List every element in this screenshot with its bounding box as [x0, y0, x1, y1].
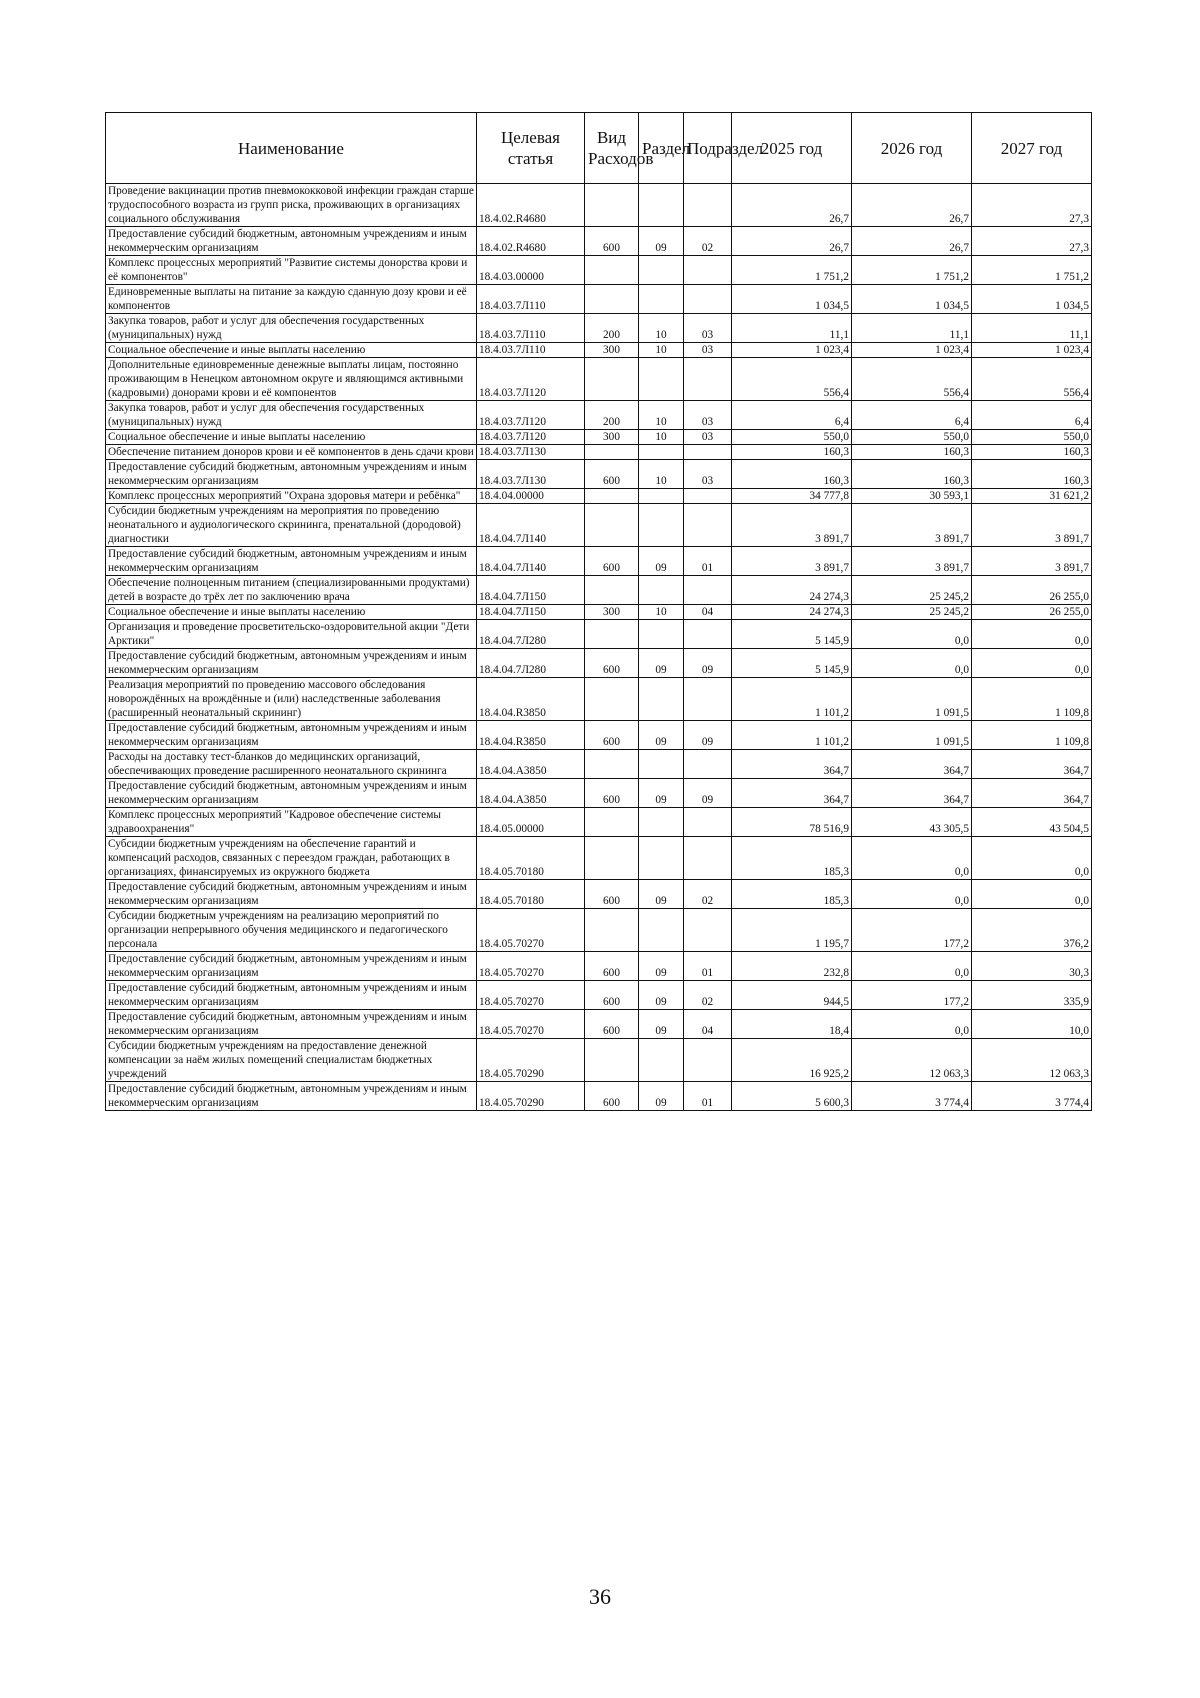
row-section-cell: 09	[639, 880, 684, 909]
table-row	[106, 460, 1092, 489]
row-section-cell: 10	[639, 343, 684, 358]
row-section-cell	[639, 358, 684, 401]
row-name-cell: Предоставление субсидий бюджетным, автономным учреждениям и иным некоммерческим организациям	[106, 460, 477, 489]
row-target-code-cell: 18.4.04.7Л140	[477, 504, 585, 547]
row-kind-cell: 200	[585, 401, 639, 430]
row-name-cell: Дополнительные единовременные денежные выплаты лицам, постоянно проживающим в Ненецком автономном округе и являющимся активными (кадровыми) донорами крови и её компонентов	[106, 358, 477, 401]
row-subsection-cell: 03	[684, 343, 732, 358]
row-value-2027-cell: 376,2	[972, 909, 1092, 952]
row-value-2025-cell: 11,1	[732, 314, 852, 343]
row-value-2026-cell: 1 023,4	[852, 343, 972, 358]
row-target-code-cell: 18.4.04.R3850	[477, 721, 585, 750]
row-value-2025-cell: 185,3	[732, 837, 852, 880]
row-kind-cell	[585, 837, 639, 880]
row-target-code-cell: 18.4.04.7Л280	[477, 649, 585, 678]
row-subsection-cell: 01	[684, 952, 732, 981]
row-target-code-cell: 18.4.05.70290	[477, 1039, 585, 1082]
row-value-2027-cell: 27,3	[972, 227, 1092, 256]
col-header-2025: 2025 год	[732, 113, 852, 184]
col-header-2027: 2027 год	[972, 113, 1092, 184]
row-value-2027-cell: 3 774,4	[972, 1082, 1092, 1111]
row-value-2025-cell: 78 516,9	[732, 808, 852, 837]
row-section-cell	[639, 285, 684, 314]
table-row	[106, 1039, 1092, 1082]
row-value-2025-cell: 1 195,7	[732, 909, 852, 952]
row-kind-cell	[585, 489, 639, 504]
row-kind-cell	[585, 750, 639, 779]
row-value-2026-cell: 0,0	[852, 837, 972, 880]
row-value-2025-cell: 16 925,2	[732, 1039, 852, 1082]
row-section-cell: 09	[639, 227, 684, 256]
row-value-2025-cell: 5 145,9	[732, 620, 852, 649]
row-subsection-cell	[684, 445, 732, 460]
row-value-2027-cell: 364,7	[972, 750, 1092, 779]
table-row	[106, 401, 1092, 430]
row-subsection-cell	[684, 678, 732, 721]
row-target-code-cell: 18.4.04.R3850	[477, 678, 585, 721]
row-target-code-cell: 18.4.04.00000	[477, 489, 585, 504]
row-value-2027-cell: 0,0	[972, 880, 1092, 909]
row-name-cell: Субсидии бюджетным учреждениям на мероприятия по проведению неонатального и аудиологического скрининга, пренатальной (дородовой) диагностики	[106, 504, 477, 547]
row-target-code-cell: 18.4.03.7Л120	[477, 358, 585, 401]
row-section-cell	[639, 808, 684, 837]
col-header-kind: Вид Расходов	[585, 113, 639, 184]
row-kind-cell	[585, 358, 639, 401]
row-value-2025-cell: 556,4	[732, 358, 852, 401]
row-value-2025-cell: 24 274,3	[732, 605, 852, 620]
row-kind-cell	[585, 808, 639, 837]
row-subsection-cell: 09	[684, 779, 732, 808]
row-kind-cell	[585, 576, 639, 605]
row-subsection-cell	[684, 504, 732, 547]
col-header-name: Наименование	[106, 113, 477, 184]
row-target-code-cell: 18.4.03.7Л130	[477, 445, 585, 460]
row-target-code-cell: 18.4.05.70270	[477, 952, 585, 981]
row-section-cell	[639, 576, 684, 605]
row-value-2026-cell: 0,0	[852, 1010, 972, 1039]
row-value-2025-cell: 185,3	[732, 880, 852, 909]
row-subsection-cell	[684, 285, 732, 314]
row-name-cell: Предоставление субсидий бюджетным, автономным учреждениям и иным некоммерческим организациям	[106, 1010, 477, 1039]
row-section-cell: 10	[639, 605, 684, 620]
row-target-code-cell: 18.4.04.А3850	[477, 750, 585, 779]
row-subsection-cell: 02	[684, 227, 732, 256]
row-value-2026-cell: 12 063,3	[852, 1039, 972, 1082]
row-name-cell: Субсидии бюджетным учреждениям на обеспечение гарантий и компенсаций расходов, связанных с переездом граждан, работающих в организациях, финансируемых из окружного бюджета	[106, 837, 477, 880]
row-name-cell: Организация и проведение просветительско-оздоровительной акции "Дети Арктики"	[106, 620, 477, 649]
col-header-target: Целевая статья	[477, 113, 585, 184]
row-target-code-cell: 18.4.04.А3850	[477, 779, 585, 808]
row-target-code-cell: 18.4.03.7Л110	[477, 314, 585, 343]
row-kind-cell: 600	[585, 460, 639, 489]
row-section-cell: 09	[639, 547, 684, 576]
row-subsection-cell	[684, 909, 732, 952]
row-section-cell: 10	[639, 401, 684, 430]
row-name-cell: Расходы на доставку тест-бланков до медицинских организаций, обеспечивающих проведение расширенного неонатального скрининга	[106, 750, 477, 779]
row-value-2025-cell: 232,8	[732, 952, 852, 981]
row-value-2025-cell: 26,7	[732, 184, 852, 227]
row-value-2027-cell: 12 063,3	[972, 1039, 1092, 1082]
row-value-2027-cell: 1 109,8	[972, 678, 1092, 721]
page-number: 36	[589, 1584, 611, 1609]
row-name-cell: Единовременные выплаты на питание за каждую сданную дозу крови и её компонентов	[106, 285, 477, 314]
row-kind-cell: 300	[585, 605, 639, 620]
row-name-cell: Субсидии бюджетным учреждениям на реализацию мероприятий по организации непрерывного обучения медицинского и педагогического персонала	[106, 909, 477, 952]
row-name-cell: Обеспечение питанием доноров крови и её компонентов в день сдачи крови	[106, 445, 477, 460]
row-value-2027-cell: 0,0	[972, 649, 1092, 678]
row-target-code-cell: 18.4.05.70270	[477, 1010, 585, 1039]
row-target-code-cell: 18.4.04.7Л280	[477, 620, 585, 649]
row-kind-cell	[585, 256, 639, 285]
row-value-2027-cell: 1 034,5	[972, 285, 1092, 314]
row-value-2026-cell: 26,7	[852, 227, 972, 256]
row-value-2026-cell: 3 774,4	[852, 1082, 972, 1111]
row-value-2025-cell: 3 891,7	[732, 504, 852, 547]
row-target-code-cell: 18.4.05.00000	[477, 808, 585, 837]
table-row	[106, 649, 1092, 678]
row-value-2027-cell: 26 255,0	[972, 576, 1092, 605]
row-target-code-cell: 18.4.05.70270	[477, 981, 585, 1010]
row-section-cell	[639, 620, 684, 649]
row-value-2026-cell: 364,7	[852, 750, 972, 779]
row-value-2026-cell: 26,7	[852, 184, 972, 227]
table-row	[106, 952, 1092, 981]
row-section-cell	[639, 1039, 684, 1082]
row-target-code-cell: 18.4.05.70180	[477, 837, 585, 880]
row-subsection-cell	[684, 256, 732, 285]
row-target-code-cell: 18.4.03.00000	[477, 256, 585, 285]
row-name-cell: Закупка товаров, работ и услуг для обеспечения государственных (муниципальных) нужд	[106, 314, 477, 343]
row-kind-cell: 600	[585, 721, 639, 750]
table-row	[106, 1010, 1092, 1039]
row-value-2025-cell: 364,7	[732, 779, 852, 808]
row-value-2025-cell: 26,7	[732, 227, 852, 256]
row-value-2026-cell: 43 305,5	[852, 808, 972, 837]
table-row	[106, 358, 1092, 401]
row-value-2026-cell: 25 245,2	[852, 576, 972, 605]
row-subsection-cell	[684, 576, 732, 605]
row-value-2027-cell: 550,0	[972, 430, 1092, 445]
row-value-2026-cell: 6,4	[852, 401, 972, 430]
row-subsection-cell	[684, 184, 732, 227]
row-value-2025-cell: 5 600,3	[732, 1082, 852, 1111]
row-value-2026-cell: 11,1	[852, 314, 972, 343]
row-kind-cell: 600	[585, 952, 639, 981]
row-value-2025-cell: 1 101,2	[732, 678, 852, 721]
row-value-2027-cell: 3 891,7	[972, 504, 1092, 547]
row-kind-cell	[585, 678, 639, 721]
row-section-cell	[639, 256, 684, 285]
row-value-2027-cell: 26 255,0	[972, 605, 1092, 620]
row-target-code-cell: 18.4.04.7Л140	[477, 547, 585, 576]
row-subsection-cell	[684, 808, 732, 837]
row-target-code-cell: 18.4.03.7Л120	[477, 430, 585, 445]
row-kind-cell	[585, 909, 639, 952]
row-subsection-cell: 01	[684, 1082, 732, 1111]
row-value-2027-cell: 0,0	[972, 620, 1092, 649]
row-value-2026-cell: 0,0	[852, 952, 972, 981]
table-row	[106, 227, 1092, 256]
row-name-cell: Обеспечение полноценным питанием (специализированными продуктами) детей в возрасте до трёх лет по заключению врача	[106, 576, 477, 605]
row-kind-cell: 600	[585, 981, 639, 1010]
row-section-cell: 10	[639, 314, 684, 343]
table-row	[106, 576, 1092, 605]
row-section-cell: 10	[639, 430, 684, 445]
table-row	[106, 256, 1092, 285]
row-value-2027-cell: 31 621,2	[972, 489, 1092, 504]
table-row	[106, 504, 1092, 547]
row-value-2025-cell: 364,7	[732, 750, 852, 779]
row-value-2026-cell: 30 593,1	[852, 489, 972, 504]
row-value-2025-cell: 18,4	[732, 1010, 852, 1039]
row-target-code-cell: 18.4.03.7Л120	[477, 401, 585, 430]
row-target-code-cell: 18.4.03.7Л110	[477, 343, 585, 358]
row-name-cell: Комплекс процессных мероприятий "Охрана здоровья матери и ребёнка"	[106, 489, 477, 504]
row-section-cell: 09	[639, 649, 684, 678]
row-value-2026-cell: 3 891,7	[852, 504, 972, 547]
row-name-cell: Комплекс процессных мероприятий "Кадровое обеспечение системы здравоохранения"	[106, 808, 477, 837]
table-row	[106, 547, 1092, 576]
row-name-cell: Проведение вакцинации против пневмококковой инфекции граждан старше трудоспособного возраста из групп риска, проживающих в организациях социального обслуживания	[106, 184, 477, 227]
row-name-cell: Предоставление субсидий бюджетным, автономным учреждениям и иным некоммерческим организациям	[106, 981, 477, 1010]
row-name-cell: Реализация мероприятий по проведению массового обследования новорождённых на врождённые и (или) наследственные заболевания (расширенный неонатальный скрининг)	[106, 678, 477, 721]
row-value-2025-cell: 1 023,4	[732, 343, 852, 358]
row-subsection-cell: 03	[684, 401, 732, 430]
row-kind-cell: 600	[585, 649, 639, 678]
table-row	[106, 620, 1092, 649]
row-name-cell: Социальное обеспечение и иные выплаты населению	[106, 343, 477, 358]
row-value-2026-cell: 25 245,2	[852, 605, 972, 620]
row-target-code-cell: 18.4.02.R4680	[477, 184, 585, 227]
row-value-2027-cell: 43 504,5	[972, 808, 1092, 837]
row-value-2025-cell: 34 777,8	[732, 489, 852, 504]
table-row	[106, 184, 1092, 227]
row-value-2026-cell: 0,0	[852, 880, 972, 909]
row-value-2027-cell: 27,3	[972, 184, 1092, 227]
row-target-code-cell: 18.4.03.7Л130	[477, 460, 585, 489]
row-subsection-cell	[684, 837, 732, 880]
row-value-2026-cell: 1 751,2	[852, 256, 972, 285]
row-value-2025-cell: 550,0	[732, 430, 852, 445]
row-value-2027-cell: 11,1	[972, 314, 1092, 343]
row-value-2026-cell: 0,0	[852, 620, 972, 649]
row-name-cell: Предоставление субсидий бюджетным, автономным учреждениям и иным некоммерческим организациям	[106, 779, 477, 808]
row-value-2027-cell: 364,7	[972, 779, 1092, 808]
table-row	[106, 721, 1092, 750]
row-kind-cell	[585, 1039, 639, 1082]
table-body	[106, 184, 1092, 1111]
row-subsection-cell: 02	[684, 880, 732, 909]
row-name-cell: Субсидии бюджетным учреждениям на предоставление денежной компенсации за наём жилых помещений специалистам бюджетных учреждений	[106, 1039, 477, 1082]
row-subsection-cell: 09	[684, 649, 732, 678]
row-value-2027-cell: 160,3	[972, 445, 1092, 460]
row-value-2027-cell: 556,4	[972, 358, 1092, 401]
row-value-2025-cell: 1 751,2	[732, 256, 852, 285]
row-kind-cell: 300	[585, 343, 639, 358]
row-value-2026-cell: 160,3	[852, 460, 972, 489]
row-value-2025-cell: 160,3	[732, 445, 852, 460]
row-value-2025-cell: 24 274,3	[732, 576, 852, 605]
row-target-code-cell: 18.4.05.70270	[477, 909, 585, 952]
row-subsection-cell	[684, 489, 732, 504]
row-section-cell	[639, 504, 684, 547]
table-row	[106, 750, 1092, 779]
row-value-2027-cell: 10,0	[972, 1010, 1092, 1039]
row-value-2027-cell: 1 751,2	[972, 256, 1092, 285]
row-section-cell: 09	[639, 721, 684, 750]
row-name-cell: Предоставление субсидий бюджетным, автономным учреждениям и иным некоммерческим организациям	[106, 952, 477, 981]
table-row	[106, 880, 1092, 909]
row-name-cell: Социальное обеспечение и иные выплаты населению	[106, 430, 477, 445]
table-row	[106, 837, 1092, 880]
row-kind-cell	[585, 445, 639, 460]
row-value-2025-cell: 6,4	[732, 401, 852, 430]
col-header-section: Раздел	[639, 113, 684, 184]
row-kind-cell: 200	[585, 314, 639, 343]
row-name-cell: Предоставление субсидий бюджетным, автономным учреждениям и иным некоммерческим организациям	[106, 227, 477, 256]
row-value-2027-cell: 1 023,4	[972, 343, 1092, 358]
row-value-2027-cell: 0,0	[972, 837, 1092, 880]
row-name-cell: Предоставление субсидий бюджетным, автономным учреждениям и иным некоммерческим организациям	[106, 1082, 477, 1111]
row-value-2027-cell: 3 891,7	[972, 547, 1092, 576]
row-name-cell: Предоставление субсидий бюджетным, автономным учреждениям и иным некоммерческим организациям	[106, 649, 477, 678]
table-row	[106, 1082, 1092, 1111]
col-header-subsection: Подраздел	[684, 113, 732, 184]
row-value-2026-cell: 160,3	[852, 445, 972, 460]
table-row	[106, 678, 1092, 721]
row-kind-cell: 600	[585, 880, 639, 909]
row-value-2025-cell: 1 101,2	[732, 721, 852, 750]
row-kind-cell: 600	[585, 1082, 639, 1111]
row-section-cell: 09	[639, 981, 684, 1010]
row-target-code-cell: 18.4.05.70290	[477, 1082, 585, 1111]
row-value-2027-cell: 1 109,8	[972, 721, 1092, 750]
row-section-cell	[639, 184, 684, 227]
col-header-2026: 2026 год	[852, 113, 972, 184]
row-kind-cell: 300	[585, 430, 639, 445]
row-section-cell	[639, 678, 684, 721]
table-row	[106, 343, 1092, 358]
row-value-2026-cell: 177,2	[852, 981, 972, 1010]
row-section-cell	[639, 489, 684, 504]
row-value-2026-cell: 0,0	[852, 649, 972, 678]
row-section-cell: 09	[639, 952, 684, 981]
row-kind-cell	[585, 184, 639, 227]
row-name-cell: Предоставление субсидий бюджетным, автономным учреждениям и иным некоммерческим организациям	[106, 547, 477, 576]
row-value-2026-cell: 1 034,5	[852, 285, 972, 314]
row-kind-cell: 600	[585, 227, 639, 256]
row-subsection-cell: 03	[684, 430, 732, 445]
row-value-2026-cell: 1 091,5	[852, 721, 972, 750]
table-row	[106, 489, 1092, 504]
row-value-2025-cell: 944,5	[732, 981, 852, 1010]
row-value-2025-cell: 5 145,9	[732, 649, 852, 678]
row-target-code-cell: 18.4.05.70180	[477, 880, 585, 909]
row-subsection-cell: 01	[684, 547, 732, 576]
table-row	[106, 981, 1092, 1010]
row-subsection-cell	[684, 1039, 732, 1082]
row-subsection-cell: 04	[684, 1010, 732, 1039]
table-row	[106, 445, 1092, 460]
row-subsection-cell	[684, 750, 732, 779]
row-section-cell: 09	[639, 779, 684, 808]
budget-table	[105, 112, 1092, 1111]
table-row	[106, 285, 1092, 314]
table-header-row	[106, 113, 1092, 184]
row-kind-cell: 600	[585, 547, 639, 576]
row-value-2027-cell: 335,9	[972, 981, 1092, 1010]
row-kind-cell: 600	[585, 1010, 639, 1039]
row-kind-cell	[585, 285, 639, 314]
row-section-cell: 09	[639, 1010, 684, 1039]
row-value-2027-cell: 30,3	[972, 952, 1092, 981]
table-row	[106, 808, 1092, 837]
row-value-2025-cell: 160,3	[732, 460, 852, 489]
row-name-cell: Комплекс процессных мероприятий "Развитие системы донорства крови и её компонентов"	[106, 256, 477, 285]
row-subsection-cell: 03	[684, 460, 732, 489]
row-subsection-cell	[684, 620, 732, 649]
table-row	[106, 314, 1092, 343]
row-name-cell: Предоставление субсидий бюджетным, автономным учреждениям и иным некоммерческим организациям	[106, 880, 477, 909]
row-section-cell	[639, 750, 684, 779]
row-section-cell	[639, 445, 684, 460]
row-subsection-cell	[684, 358, 732, 401]
row-value-2026-cell: 556,4	[852, 358, 972, 401]
table-row	[106, 779, 1092, 808]
row-name-cell: Социальное обеспечение и иные выплаты населению	[106, 605, 477, 620]
row-value-2026-cell: 1 091,5	[852, 678, 972, 721]
row-target-code-cell: 18.4.04.7Л150	[477, 605, 585, 620]
row-name-cell: Закупка товаров, работ и услуг для обеспечения государственных (муниципальных) нужд	[106, 401, 477, 430]
row-subsection-cell: 02	[684, 981, 732, 1010]
row-section-cell	[639, 837, 684, 880]
row-target-code-cell: 18.4.04.7Л150	[477, 576, 585, 605]
row-value-2026-cell: 177,2	[852, 909, 972, 952]
row-value-2027-cell: 160,3	[972, 460, 1092, 489]
row-value-2026-cell: 3 891,7	[852, 547, 972, 576]
row-section-cell: 10	[639, 460, 684, 489]
row-value-2026-cell: 550,0	[852, 430, 972, 445]
row-value-2026-cell: 364,7	[852, 779, 972, 808]
row-kind-cell: 600	[585, 779, 639, 808]
row-value-2025-cell: 1 034,5	[732, 285, 852, 314]
row-value-2027-cell: 6,4	[972, 401, 1092, 430]
row-section-cell: 09	[639, 1082, 684, 1111]
row-subsection-cell: 09	[684, 721, 732, 750]
row-name-cell: Предоставление субсидий бюджетным, автономным учреждениям и иным некоммерческим организациям	[106, 721, 477, 750]
row-subsection-cell: 04	[684, 605, 732, 620]
row-target-code-cell: 18.4.03.7Л110	[477, 285, 585, 314]
table-row	[106, 430, 1092, 445]
row-section-cell	[639, 909, 684, 952]
row-target-code-cell: 18.4.02.R4680	[477, 227, 585, 256]
row-kind-cell	[585, 620, 639, 649]
row-value-2025-cell: 3 891,7	[732, 547, 852, 576]
row-subsection-cell: 03	[684, 314, 732, 343]
row-kind-cell	[585, 504, 639, 547]
table-row	[106, 909, 1092, 952]
table-row	[106, 605, 1092, 620]
